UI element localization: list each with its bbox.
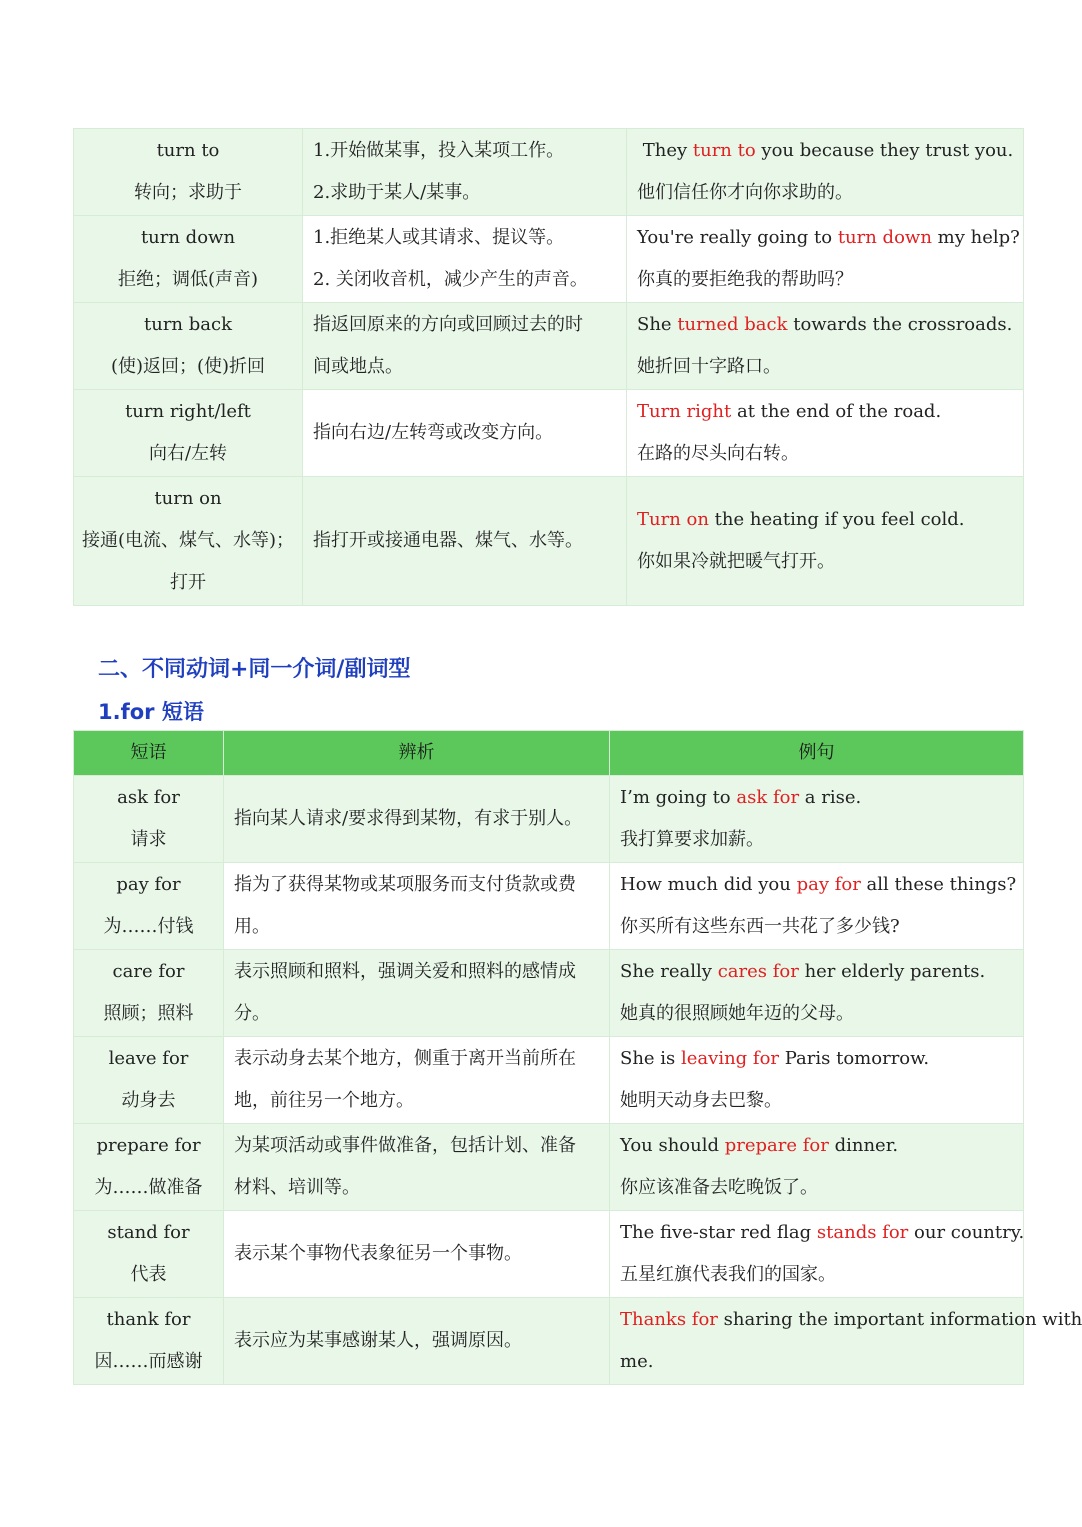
phrase-text: care for bbox=[112, 961, 185, 982]
phrase-meaning: 照顾；照料 bbox=[103, 1003, 194, 1024]
analysis-line: 间或地点。 bbox=[313, 356, 403, 377]
example-cell bbox=[627, 129, 1024, 216]
table-row bbox=[74, 1211, 1024, 1298]
example-en: She is leaving for Paris tomorrow. bbox=[620, 1048, 930, 1069]
analysis-line: 表示应为某事感谢某人，强调原因。 bbox=[234, 1330, 522, 1351]
table-row bbox=[74, 863, 1024, 950]
example-cell bbox=[627, 303, 1024, 390]
highlight-phrase: turn down bbox=[837, 227, 932, 248]
example-cell bbox=[610, 1124, 1024, 1211]
phrase-cell bbox=[74, 303, 303, 390]
phrase-cell bbox=[74, 477, 303, 606]
table-row bbox=[74, 477, 1024, 606]
phrase-text: turn down bbox=[140, 227, 236, 248]
turn-phrases-table bbox=[73, 128, 1024, 606]
example-cell bbox=[610, 1298, 1082, 1385]
phrase-meaning: 打开 bbox=[170, 572, 206, 593]
analysis-cell bbox=[224, 1037, 610, 1124]
example-en: You should prepare for dinner. bbox=[620, 1135, 899, 1156]
example-en: You're really going to turn down my help? bbox=[637, 227, 1020, 248]
for-phrases-table bbox=[73, 730, 1082, 1385]
phrase-text: ask for bbox=[117, 787, 180, 808]
table-row bbox=[74, 1124, 1024, 1211]
phrase-text: turn on bbox=[154, 488, 222, 509]
table-row bbox=[74, 216, 1024, 303]
highlight-phrase: turned back bbox=[677, 314, 788, 335]
phrase-cell bbox=[74, 1037, 224, 1124]
analysis-cell bbox=[303, 477, 627, 606]
phrase-cell bbox=[74, 1124, 224, 1211]
example-cell bbox=[610, 950, 1024, 1037]
phrase-cell bbox=[74, 863, 224, 950]
table-row bbox=[74, 776, 1024, 863]
analysis-line: 指为了获得某物或某项服务而支付货款或费 bbox=[234, 874, 576, 895]
phrase-text: leave for bbox=[108, 1048, 189, 1069]
example-cell bbox=[610, 776, 1024, 863]
example-zh: 她折回十字路口。 bbox=[637, 356, 781, 377]
table-header-row bbox=[74, 731, 1024, 776]
analysis-line: 用。 bbox=[234, 916, 270, 937]
phrase-cell bbox=[74, 216, 303, 303]
analysis-line: 1.拒绝某人或其请求、提议等。 bbox=[313, 227, 565, 248]
phrase-meaning: 代表 bbox=[130, 1264, 167, 1285]
example-en: How much did you pay for all these things? bbox=[620, 874, 1017, 895]
example-en: Thanks for sharing the important information with bbox=[620, 1309, 1082, 1330]
analysis-cell bbox=[224, 863, 610, 950]
analysis-line: 分。 bbox=[234, 1003, 270, 1024]
table-row bbox=[74, 1037, 1024, 1124]
example-zh: 你应该准备去吃晚饭了。 bbox=[620, 1177, 818, 1198]
analysis-cell bbox=[303, 129, 627, 216]
example-zh: 你买所有这些东西一共花了多少钱? bbox=[620, 916, 900, 937]
analysis-cell bbox=[303, 216, 627, 303]
example-cell bbox=[610, 1037, 1024, 1124]
example-zh: 你如果冷就把暖气打开。 bbox=[637, 551, 835, 572]
section-title: 二、不同动词+同一介词/副词型 bbox=[98, 657, 411, 682]
example-zh: 五星红旗代表我们的国家。 bbox=[620, 1264, 836, 1285]
analysis-cell bbox=[224, 1298, 610, 1385]
column-header: 短语 bbox=[74, 731, 224, 776]
example-cell bbox=[627, 390, 1024, 477]
example-zh: me. bbox=[620, 1351, 654, 1372]
analysis-line: 2. 关闭收音机，减少产生的声音。 bbox=[313, 269, 588, 290]
column-header: 辨析 bbox=[224, 731, 610, 776]
analysis-line: 表示照顾和照料，强调关爱和照料的感情成 bbox=[234, 961, 576, 982]
phrase-meaning: 向右/左转 bbox=[148, 443, 228, 464]
highlight-phrase: ask for bbox=[736, 787, 800, 808]
example-zh: 你真的要拒绝我的帮助吗？ bbox=[637, 269, 853, 290]
phrase-cell bbox=[74, 390, 303, 477]
analysis-cell bbox=[224, 1211, 610, 1298]
example-zh: 他们信任你才向你求助的。 bbox=[637, 182, 853, 203]
example-en: They turn to you because they trust you. bbox=[637, 140, 1014, 161]
sub-title: 1.for 短语 bbox=[98, 700, 204, 724]
analysis-line: 指向某人请求/要求得到某物，有求于别人。 bbox=[234, 808, 583, 829]
highlight-phrase: pay for bbox=[796, 874, 861, 895]
phrase-cell bbox=[74, 1211, 224, 1298]
example-en: I’m going to ask for a rise. bbox=[620, 787, 862, 808]
column-header: 例句 bbox=[610, 731, 1024, 776]
example-en: The five-star red flag stands for our country. bbox=[620, 1222, 1025, 1243]
analysis-line: 表示某个事物代表象征另一个事物。 bbox=[234, 1243, 522, 1264]
phrase-meaning: 拒绝；调低(声音) bbox=[117, 269, 259, 290]
highlight-phrase: Turn right bbox=[637, 401, 732, 422]
analysis-line: 地，前往另一个地方。 bbox=[234, 1090, 414, 1111]
phrase-meaning: 请求 bbox=[130, 829, 167, 850]
phrase-cell bbox=[74, 950, 224, 1037]
table-row bbox=[74, 1298, 1024, 1385]
analysis-line: 指返回原来的方向或回顾过去的时 bbox=[313, 314, 583, 335]
example-cell bbox=[610, 1211, 1024, 1298]
analysis-cell bbox=[224, 950, 610, 1037]
example-cell bbox=[610, 863, 1024, 950]
highlight-phrase: stands for bbox=[816, 1222, 909, 1243]
example-en: Turn right at the end of the road. bbox=[637, 401, 942, 422]
analysis-line: 材料、培训等。 bbox=[234, 1177, 360, 1198]
phrase-cell bbox=[74, 1298, 224, 1385]
analysis-line: 指向右边/左转弯或改变方向。 bbox=[313, 422, 554, 443]
table-row bbox=[74, 950, 1024, 1037]
highlight-phrase: Thanks for bbox=[620, 1309, 718, 1330]
phrase-text: turn back bbox=[144, 314, 232, 335]
analysis-cell bbox=[303, 390, 627, 477]
example-en: Turn on the heating if you feel cold. bbox=[637, 509, 965, 530]
phrase-text: pay for bbox=[116, 874, 181, 895]
phrase-cell bbox=[74, 776, 224, 863]
phrase-meaning: 转向；求助于 bbox=[134, 182, 242, 203]
example-zh: 她明天动身去巴黎。 bbox=[620, 1090, 782, 1111]
analysis-cell bbox=[224, 1124, 610, 1211]
analysis-line: 指打开或接通电器、煤气、水等。 bbox=[313, 530, 583, 551]
highlight-phrase: turn to bbox=[692, 140, 756, 161]
phrase-meaning: 为……付钱 bbox=[103, 916, 194, 937]
analysis-cell bbox=[303, 303, 627, 390]
example-zh: 我打算要求加薪。 bbox=[620, 829, 764, 850]
analysis-line: 1.开始做某事，投入某项工作。 bbox=[313, 140, 565, 161]
phrase-meaning: 因……而感谢 bbox=[94, 1351, 203, 1372]
table-row bbox=[74, 390, 1024, 477]
highlight-phrase: Turn on bbox=[637, 509, 709, 530]
phrase-text: thank for bbox=[106, 1309, 191, 1330]
table-row bbox=[74, 129, 1024, 216]
highlight-phrase: cares for bbox=[717, 961, 799, 982]
phrase-cell bbox=[74, 129, 303, 216]
phrase-text: prepare for bbox=[96, 1135, 201, 1156]
analysis-line: 为某项活动或事件做准备，包括计划、准备 bbox=[234, 1135, 576, 1156]
example-en: She really cares for her elderly parents. bbox=[620, 961, 986, 982]
phrase-text: turn right/left bbox=[125, 401, 251, 422]
example-cell bbox=[627, 477, 1024, 606]
phrase-meaning: 为……做准备 bbox=[94, 1177, 203, 1198]
highlight-phrase: leaving for bbox=[681, 1048, 780, 1069]
phrase-meaning: 动身去 bbox=[121, 1090, 176, 1111]
phrase-meaning: 接通(电流、煤气、水等)； bbox=[81, 530, 295, 551]
example-zh: 在路的尽头向右转。 bbox=[637, 443, 799, 464]
example-en: She turned back towards the crossroads. bbox=[637, 314, 1013, 335]
highlight-phrase: prepare for bbox=[724, 1135, 829, 1156]
phrase-text: turn to bbox=[156, 140, 220, 161]
example-zh: 她真的很照顾她年迈的父母。 bbox=[620, 1003, 854, 1024]
example-cell bbox=[627, 216, 1024, 303]
phrase-text: stand for bbox=[107, 1222, 190, 1243]
analysis-cell bbox=[224, 776, 610, 863]
table-row bbox=[74, 303, 1024, 390]
phrase-meaning: (使)返回；(使)折回 bbox=[110, 356, 266, 377]
analysis-line: 表示动身去某个地方，侧重于离开当前所在 bbox=[234, 1048, 576, 1069]
analysis-line: 2.求助于某人/某事。 bbox=[313, 182, 481, 203]
